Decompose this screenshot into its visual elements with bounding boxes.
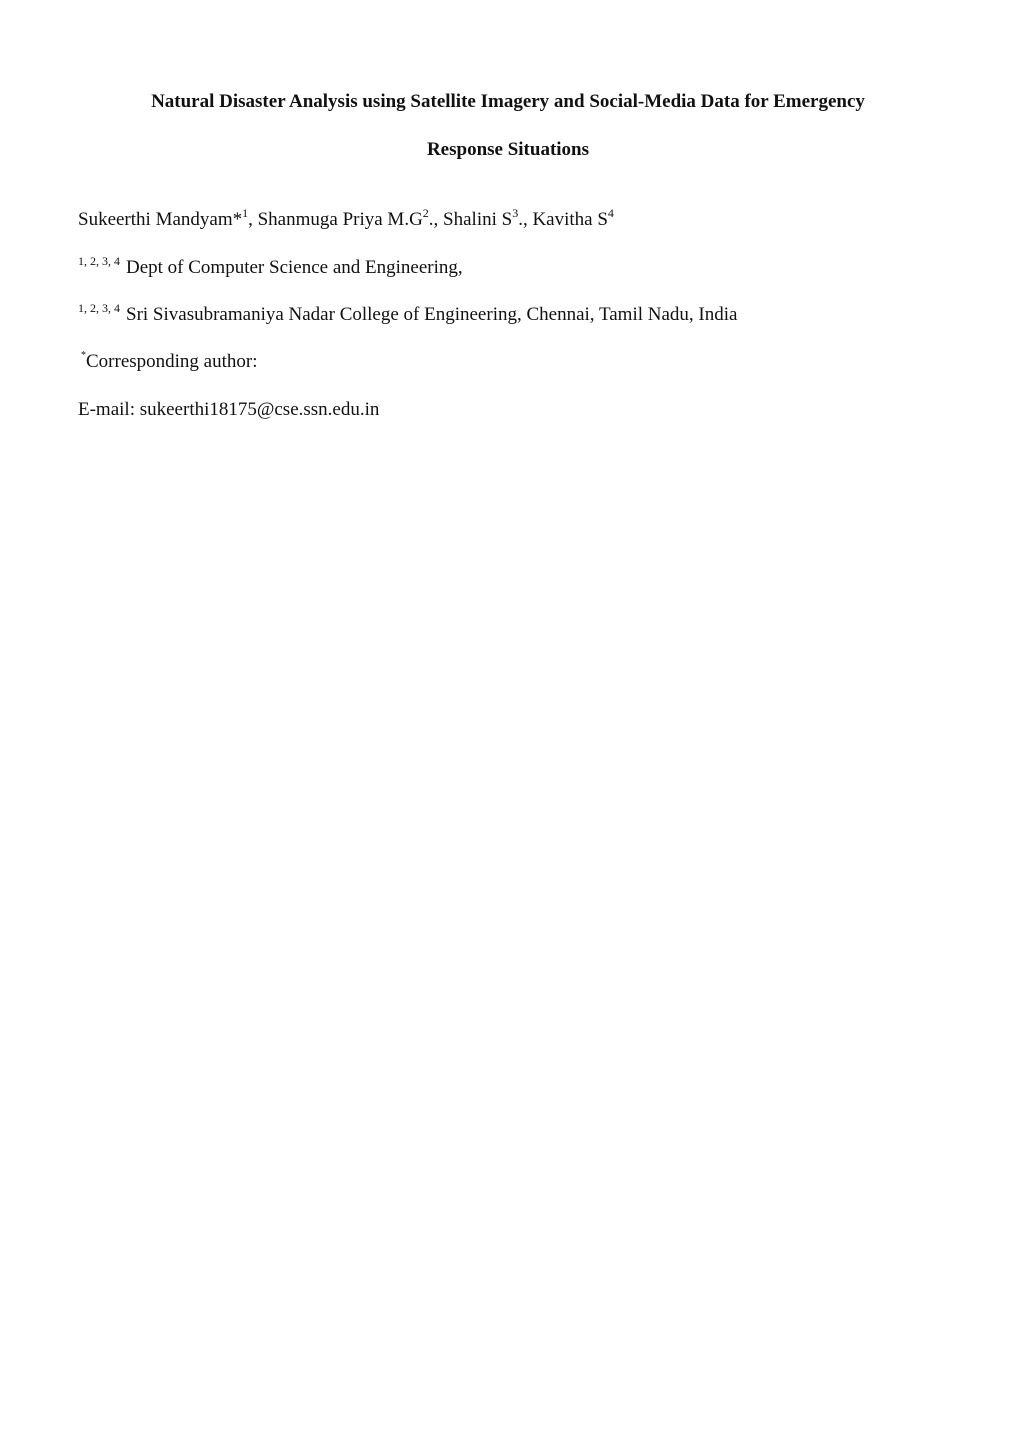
affiliation-text: Sri Sivasubramaniya Nadar College of Engineering, Chennai, Tamil Nadu, India: [126, 304, 738, 325]
paper-title-line-2: Response Situations: [426, 139, 590, 160]
author-name: Shanmuga Priya M.G: [257, 209, 423, 230]
author-affiliation-number: 1: [242, 206, 249, 220]
author-separator: ,: [248, 209, 258, 230]
author-affiliation-number: 4: [607, 206, 614, 220]
author-separator: .,: [428, 209, 444, 230]
affiliation-department: [78, 254, 463, 279]
author-separator: .,: [518, 209, 533, 230]
corresponding-asterisk: *: [81, 350, 86, 361]
affiliation-superscript: 1, 2, 3, 4: [78, 301, 120, 315]
author-affiliation-number: 2: [422, 206, 429, 220]
author-email: E-mail: sukeerthi18175@cse.ssn.edu.in: [78, 399, 380, 420]
affiliation-superscript: 1, 2, 3, 4: [78, 254, 120, 268]
affiliation-institution: [78, 301, 738, 326]
corresponding-author: [78, 351, 258, 373]
author-name: Shalini S: [443, 209, 513, 230]
corresponding-label: Corresponding author:: [86, 351, 258, 372]
paper-title-line-1: Natural Disaster Analysis using Satellite Imagery and Social-Media Data for Emergency: [151, 91, 865, 112]
author-name: Kavitha S: [532, 209, 608, 230]
author-name: Sukeerthi Mandyam*: [78, 209, 243, 230]
author-affiliation-number: 3: [512, 206, 519, 220]
affiliation-text: Dept of Computer Science and Engineering,: [126, 257, 463, 278]
author-list: [78, 206, 614, 231]
